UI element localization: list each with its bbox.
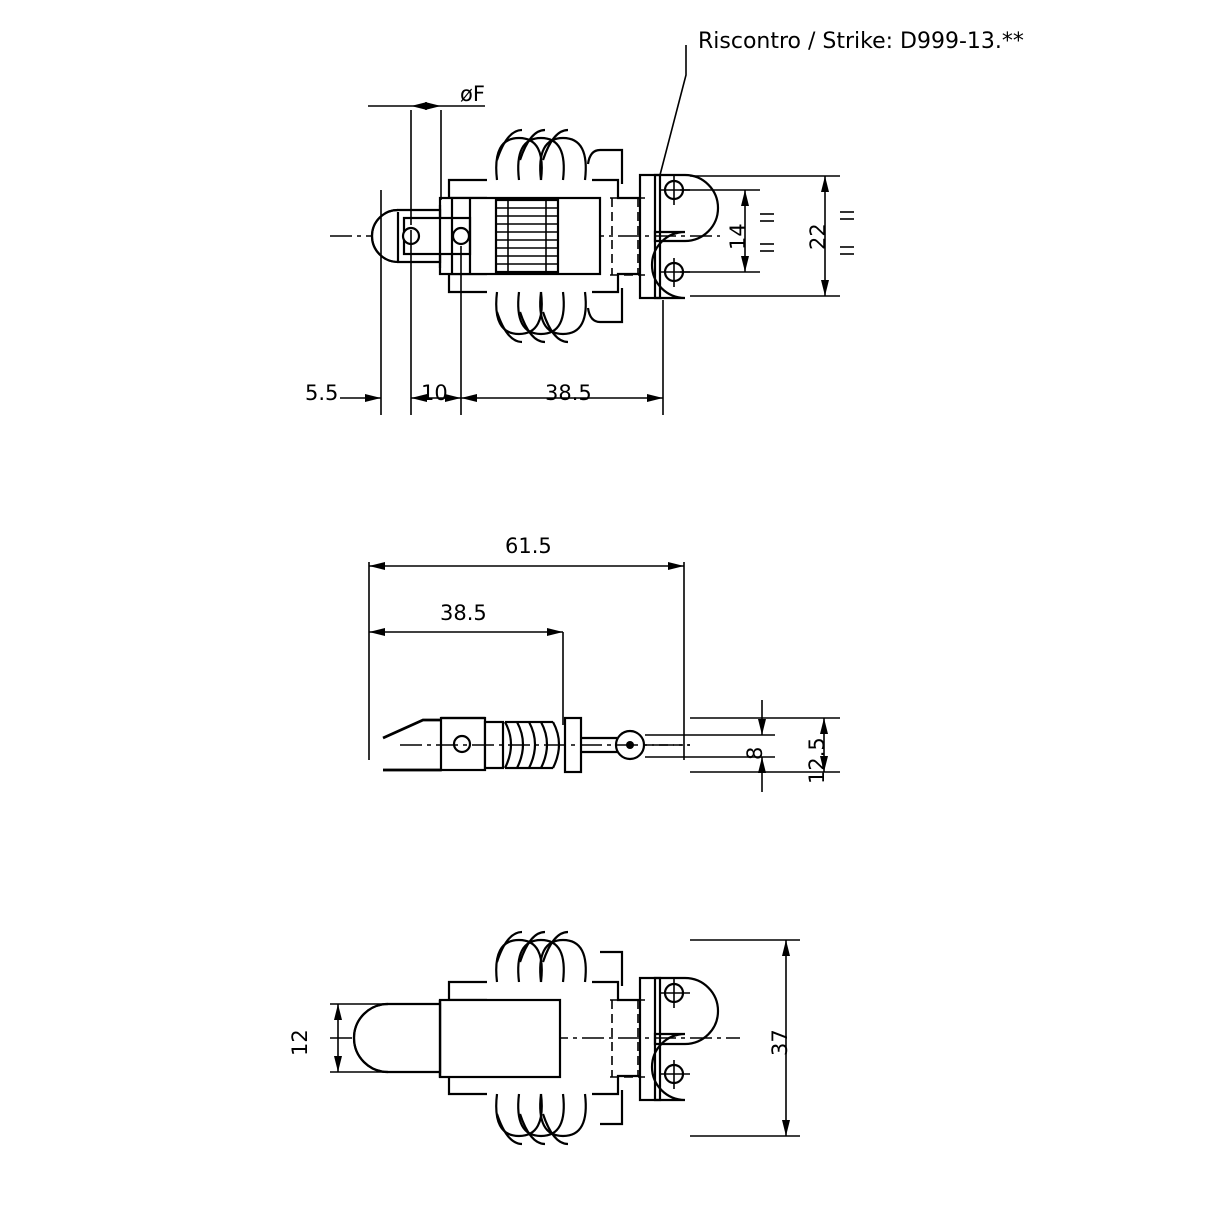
side-view-geometry xyxy=(383,718,690,772)
dimension-5-5: 5.5 xyxy=(305,381,339,405)
dimension-38-5-top: 38.5 xyxy=(545,381,592,405)
dimension-14: 14 xyxy=(726,223,750,250)
bottom-view-geometry xyxy=(330,932,740,1144)
dimension-12: 12 xyxy=(288,1029,312,1056)
side-view-dimensions xyxy=(369,562,840,792)
dimension-22: 22 xyxy=(806,223,830,250)
dimension-10: 10 xyxy=(421,381,448,405)
dimension-37: 37 xyxy=(768,1029,792,1056)
strike-note: Riscontro / Strike: D999-13.** xyxy=(698,29,1024,54)
dimension-38-5-side: 38.5 xyxy=(440,601,487,625)
dimension-8: 8 xyxy=(743,746,767,760)
top-view-geometry xyxy=(330,45,720,342)
dimension-diameter-f: øF xyxy=(460,82,485,106)
dimension-61-5: 61.5 xyxy=(505,534,552,558)
dimension-12-5: 12.5 xyxy=(805,737,829,784)
